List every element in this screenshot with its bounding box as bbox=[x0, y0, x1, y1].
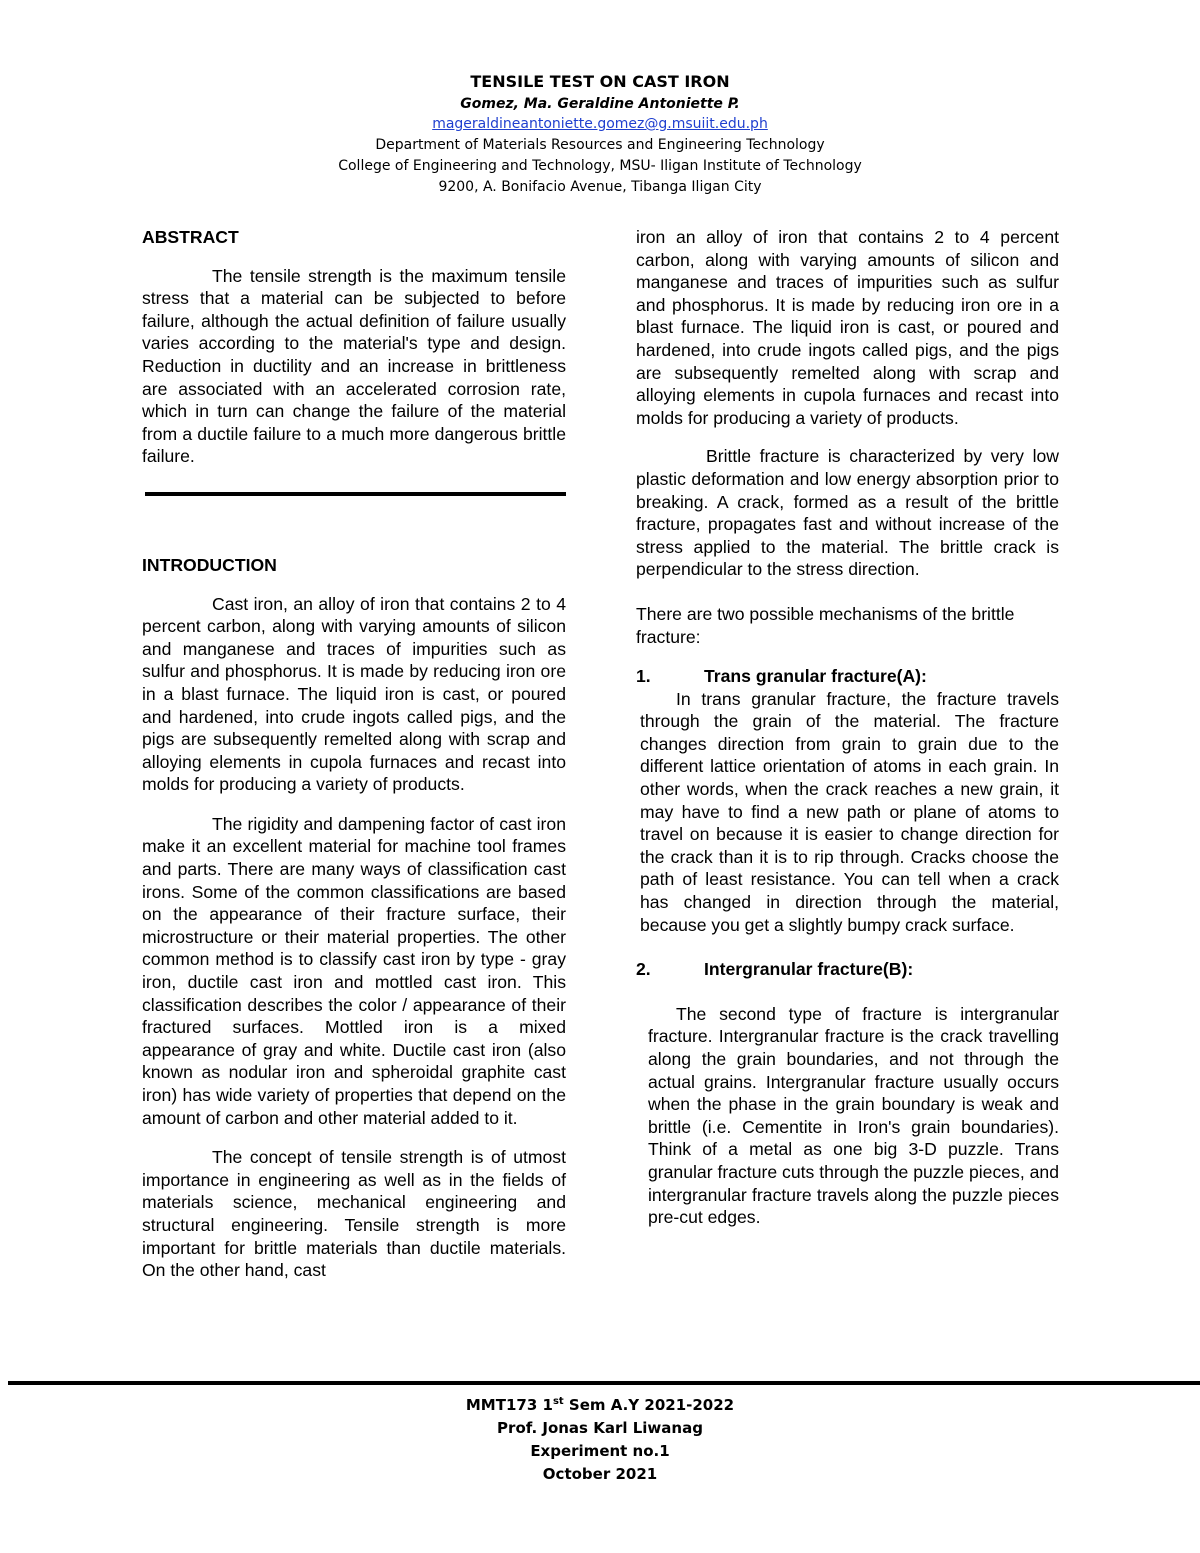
list-item-2-heading bbox=[636, 958, 1059, 981]
footer-divider bbox=[8, 1381, 1200, 1385]
course-line: MMT173 1st Sem A.Y 2021-2022 bbox=[465, 1396, 735, 1414]
professor-line: Prof. Jonas Karl Liwanag bbox=[497, 1419, 703, 1437]
list-number: 1. bbox=[636, 666, 651, 687]
right-paragraph-1: iron an alloy of iron that contains 2 to 4 percent carbon, along with varying amounts of silicon and manganese and traces of impurities such as sulfur and phosphorus. It is made by reducing iron ore in a blast furnace. The liquid iron is cast, or poured and hardened, into crude ingots called pigs, and the pigs are subsequently remelted along with scrap and alloying elements in cupola furnaces and recast into molds for producing a variety of products. bbox=[636, 227, 1059, 428]
abstract-divider bbox=[145, 492, 566, 496]
paper-title: TENSILE TEST ON CAST IRON bbox=[470, 72, 730, 91]
abstract-heading: ABSTRACT bbox=[142, 227, 239, 247]
right-paragraph-2: Brittle fracture is characterized by very low plastic deformation and low energy absorption prior to breaking. A crack, formed as a result of the brittle fracture, propagates fast and without increase of the stress applied to the material. The brittle crack is perpendicular to the stress direction. bbox=[636, 446, 1059, 580]
document-header bbox=[0, 72, 1200, 200]
right-paragraph-3: There are two possible mechanisms of the brittle fracture: bbox=[636, 603, 1015, 647]
department-line: Department of Materials Resources and Engineering Technology bbox=[375, 137, 825, 153]
right-column bbox=[636, 226, 1059, 1229]
intro-paragraph-3: The concept of tensile strength is of utmost importance in engineering as well as in the fields of materials science, mechanical engineering and structural engineering. Tensile strength is more important for brittle materials than ductile materials. On the other hand, cast bbox=[142, 1147, 566, 1281]
abstract-text: The tensile strength is the maximum tensile stress that a material can be subjected to before failure, although the actual definition of failure usually varies according to the material's type and design. Reduction in ductility and an increase in brittleness are associated with an accelerated corrosion rate, which in turn can change the failure of the material from a ductile failure to a much more dangerous brittle failure. bbox=[142, 265, 566, 467]
author-email-link[interactable]: mageraldineantoniette.gomez@g.msuiit.edu.ph bbox=[432, 116, 768, 132]
intro-paragraph-2: The rigidity and dampening factor of cast iron make it an excellent material for machine tool frames and parts. There are many ways of classification cast irons. Some of the common classifications are based on the appearance of their fracture surface, their microstructure or their material properties. The other common method is to classify cast iron by type - gray iron, ductile cast iron and mottled cast iron. This classification describes the color / appearance of their fractured surfaces. Mottled iron is a mixed appearance of gray and white. Ductile cast iron (also known as nodular iron and spheroidal graphite cast iron) has wide variety of properties that depend on the amount of carbon and other material added to it. bbox=[142, 813, 566, 1128]
list-item-1-heading bbox=[636, 665, 1059, 688]
address-line: 9200, A. Bonifacio Avenue, Tibanga Iligan City bbox=[438, 179, 762, 195]
author-name: Gomez, Ma. Geraldine Antoniette P. bbox=[460, 96, 740, 112]
experiment-line: Experiment no.1 bbox=[530, 1442, 670, 1460]
list-item-title: Trans granular fracture(A): bbox=[704, 666, 927, 687]
intro-paragraph-1: Cast iron, an alloy of iron that contains 2 to 4 percent carbon, along with varying amounts of silicon and manganese and traces of impurities such as sulfur and phosphorus. It is made by reducing iron ore in a blast furnace. The liquid iron is cast, or poured and hardened, into crude ingots called pigs, and the pigs are subsequently remelted along with scrap and alloying elements in cupola furnaces and recast into molds for producing a variety of products. bbox=[142, 593, 566, 795]
left-column bbox=[142, 226, 566, 1282]
list-item-title: Intergranular fracture(B): bbox=[704, 959, 914, 980]
document-footer bbox=[0, 1390, 1200, 1486]
list-item-2-text: The second type of fracture is intergranular fracture. Intergranular fracture is the crack travelling along the grain boundaries, and not through the actual grains. Intergranular fracture usually occurs when the phase in the grain boundary is weak and brittle (i.e. Cementite in Iron's grain boundaries). Think of a metal as one big 3-D puzzle. Trans granular fracture cuts through the puzzle pieces, and intergranular fracture travels along the puzzle pieces pre-cut edges. bbox=[648, 1003, 1059, 1228]
introduction-heading: INTRODUCTION bbox=[142, 554, 277, 575]
list-number: 2. bbox=[636, 959, 651, 980]
list-item-1-text: In trans granular fracture, the fracture travels through the grain of the material. The fracture changes direction from grain to grain due to the different lattice orientation of atoms in each grain. In other words, when the crack reaches a new grain, it may have to find a new path or plane of atoms to travel on because it is easier to change direction for the crack than it is to rip through. Cracks choose the path of least resistance. You can tell when a crack has changed in direction through the material, because you get a slightly bumpy crack surface. bbox=[640, 688, 1059, 935]
college-line: College of Engineering and Technology, MSU- Iligan Institute of Technology bbox=[338, 158, 862, 174]
date-line: October 2021 bbox=[542, 1465, 658, 1483]
